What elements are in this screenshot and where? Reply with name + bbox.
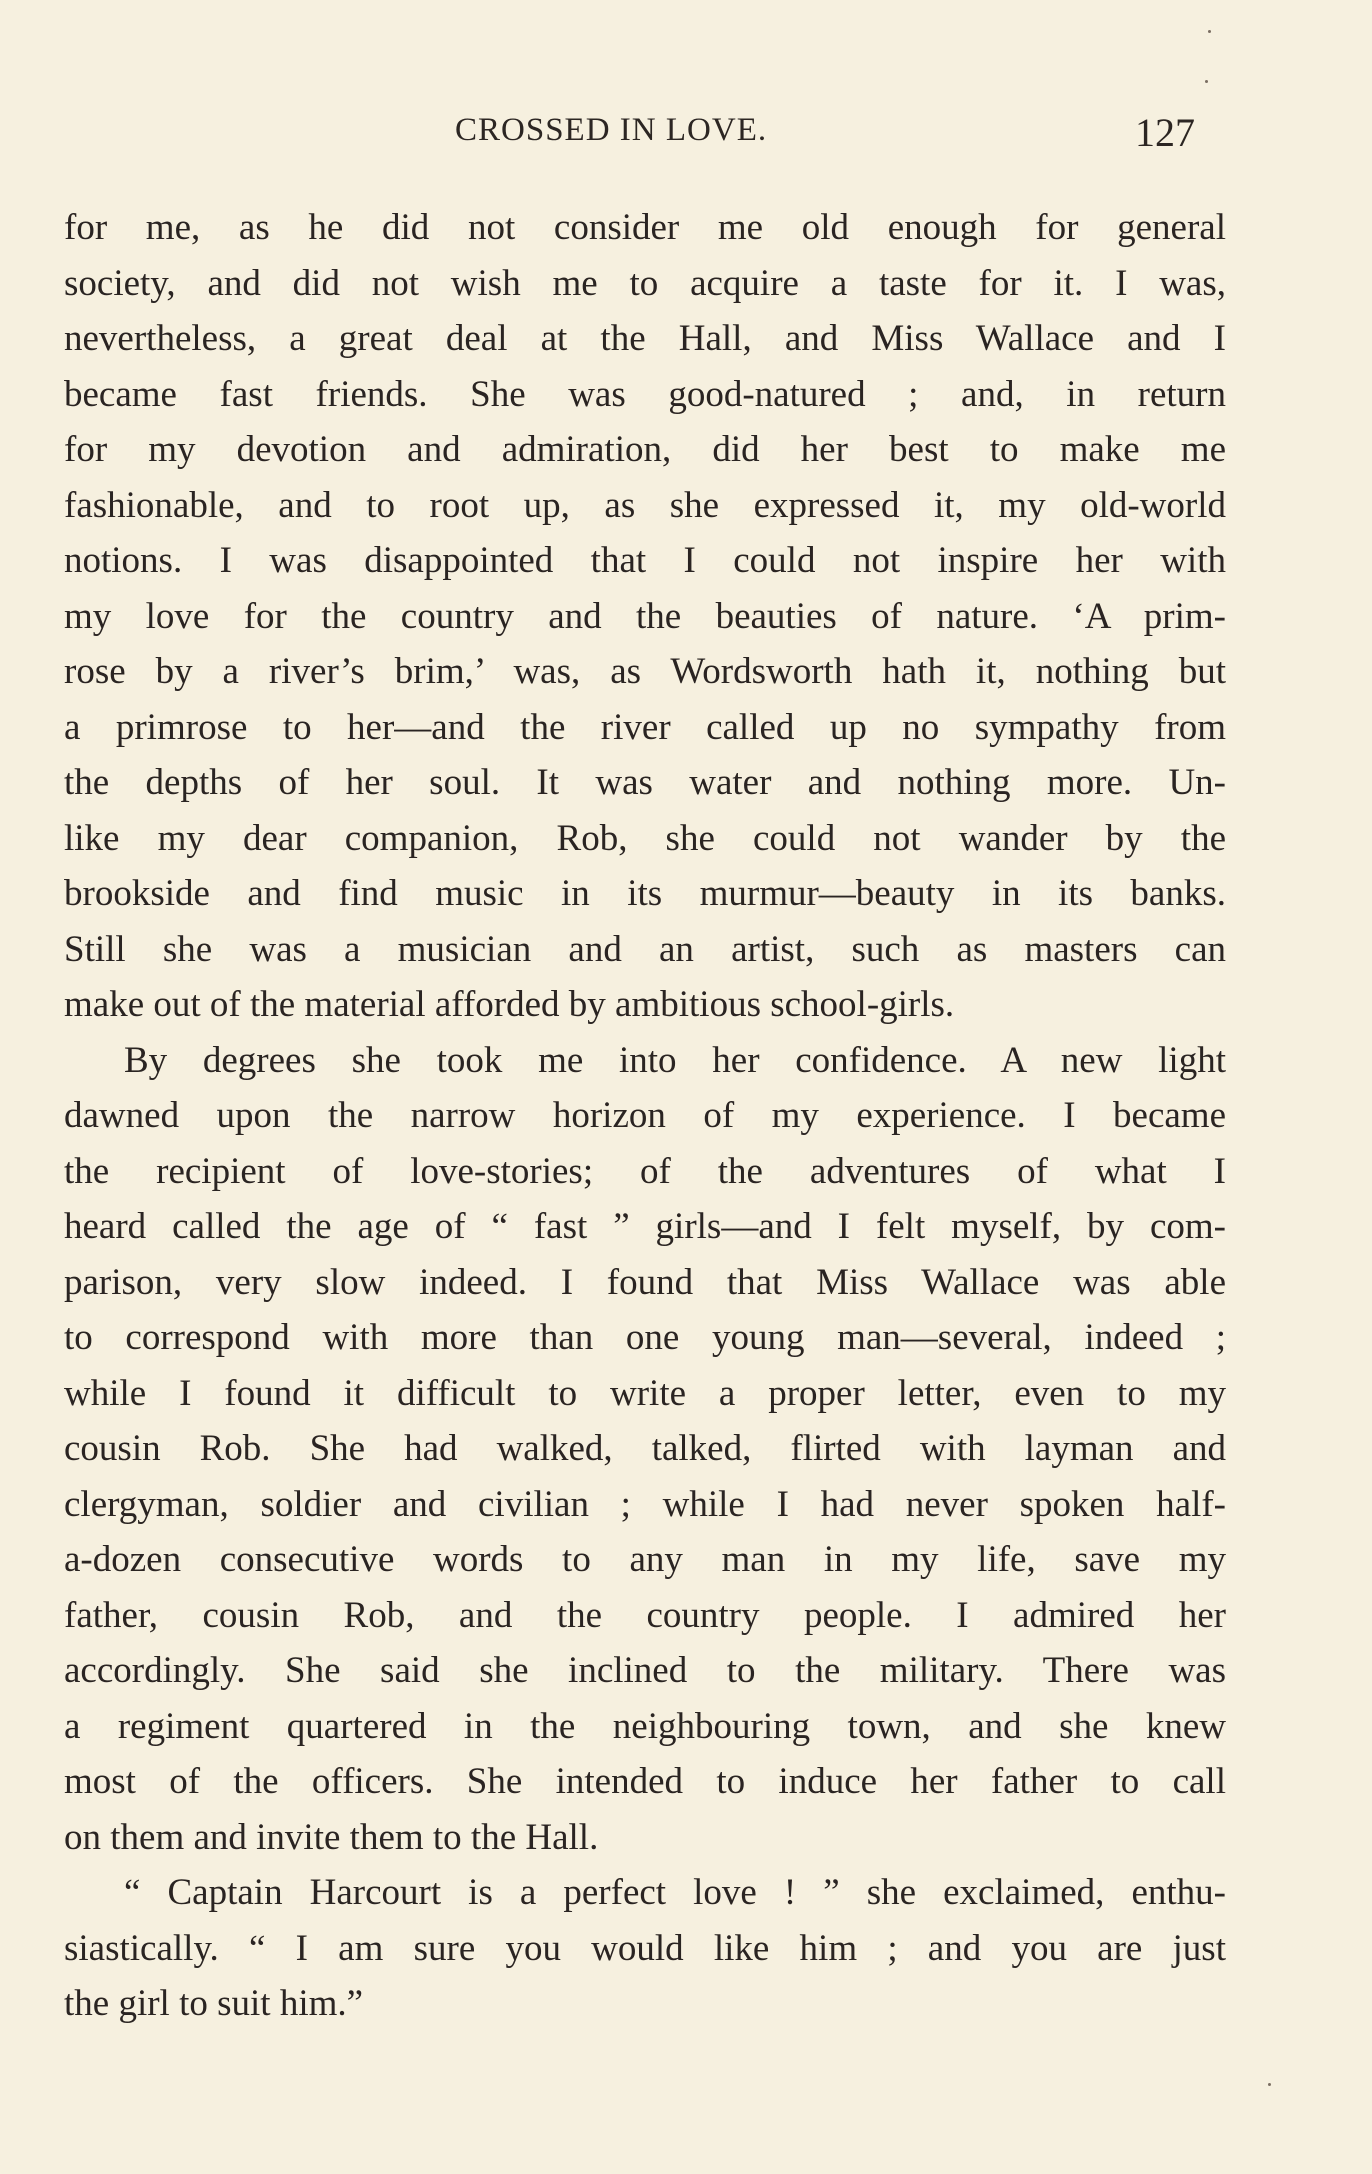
text-line: cousin Rob. She had walked, talked, flirted with layman and bbox=[64, 1428, 1226, 1469]
text-line: while I found it difficult to write a proper letter, even to my bbox=[64, 1372, 1226, 1414]
text-line: most of the officers. She intended to induce her father to call bbox=[64, 1761, 1226, 1802]
text-line: society, and did not wish me to acquire a taste for it. I was, bbox=[64, 262, 1226, 304]
text-line: dawned upon the narrow horizon of my experience. I became bbox=[64, 1095, 1226, 1136]
text-line: “ Captain Harcourt is a perfect love ! ” she exclaimed, enthu- bbox=[124, 1872, 1226, 1913]
paper-speck bbox=[1205, 80, 1208, 83]
body-text bbox=[64, 200, 1226, 2032]
text-line: my love for the country and the beauties of nature. ‘A prim- bbox=[64, 595, 1226, 637]
text-line: like my dear companion, Rob, she could not wander by the bbox=[64, 817, 1226, 859]
text-line: the depths of her soul. It was water and nothing more. Un- bbox=[64, 762, 1226, 803]
running-title: CROSSED IN LOVE. bbox=[455, 112, 768, 148]
text-line: notions. I was disappointed that I could not inspire her with bbox=[64, 540, 1226, 581]
text-line: the recipient of love-stories; of the adventures of what I bbox=[64, 1150, 1226, 1192]
text-line: on them and invite them to the Hall. bbox=[64, 1816, 599, 1858]
text-line: a primrose to her—and the river called up no sympathy from bbox=[64, 706, 1226, 748]
text-line: heard called the age of “ fast ” girls—and I felt myself, by com- bbox=[64, 1206, 1226, 1247]
text-line: to correspond with more than one young man—several, indeed ; bbox=[64, 1317, 1226, 1358]
text-line: father, cousin Rob, and the country people. I admired her bbox=[64, 1594, 1226, 1636]
page-number: 127 bbox=[1135, 110, 1195, 155]
text-line: a-dozen consecutive words to any man in my life, save my bbox=[64, 1539, 1226, 1580]
paper-speck bbox=[1208, 30, 1211, 33]
text-line: fashionable, and to root up, as she expressed it, my old-world bbox=[64, 484, 1226, 526]
text-line: a regiment quartered in the neighbouring town, and she knew bbox=[64, 1705, 1226, 1747]
paper-speck bbox=[1268, 2083, 1271, 2086]
text-line: clergyman, soldier and civilian ; while I had never spoken half- bbox=[64, 1483, 1226, 1525]
text-line: for me, as he did not consider me old enough for general bbox=[64, 207, 1226, 248]
text-line: for my devotion and admiration, did her best to make me bbox=[64, 429, 1226, 470]
text-line: accordingly. She said she inclined to the military. There was bbox=[64, 1650, 1226, 1691]
text-line: the girl to suit him.” bbox=[64, 1983, 364, 2024]
text-line: rose by a river’s brim,’ was, as Wordsworth hath it, nothing but bbox=[64, 651, 1226, 692]
text-line: Still she was a musician and an artist, such as masters can bbox=[64, 928, 1226, 970]
text-line: became fast friends. She was good-natured ; and, in return bbox=[64, 373, 1226, 415]
text-line: make out of the material afforded by ambitious school-girls. bbox=[64, 984, 955, 1025]
running-head bbox=[0, 112, 1372, 162]
text-line: siastically. “ I am sure you would like him ; and you are just bbox=[64, 1927, 1226, 1969]
text-line: parison, very slow indeed. I found that Miss Wallace was able bbox=[64, 1261, 1226, 1303]
text-line: nevertheless, a great deal at the Hall, and Miss Wallace and I bbox=[64, 318, 1226, 359]
text-line: brookside and find music in its murmur—beauty in its banks. bbox=[64, 873, 1226, 914]
text-line: By degrees she took me into her confidence. A new light bbox=[124, 1039, 1226, 1081]
